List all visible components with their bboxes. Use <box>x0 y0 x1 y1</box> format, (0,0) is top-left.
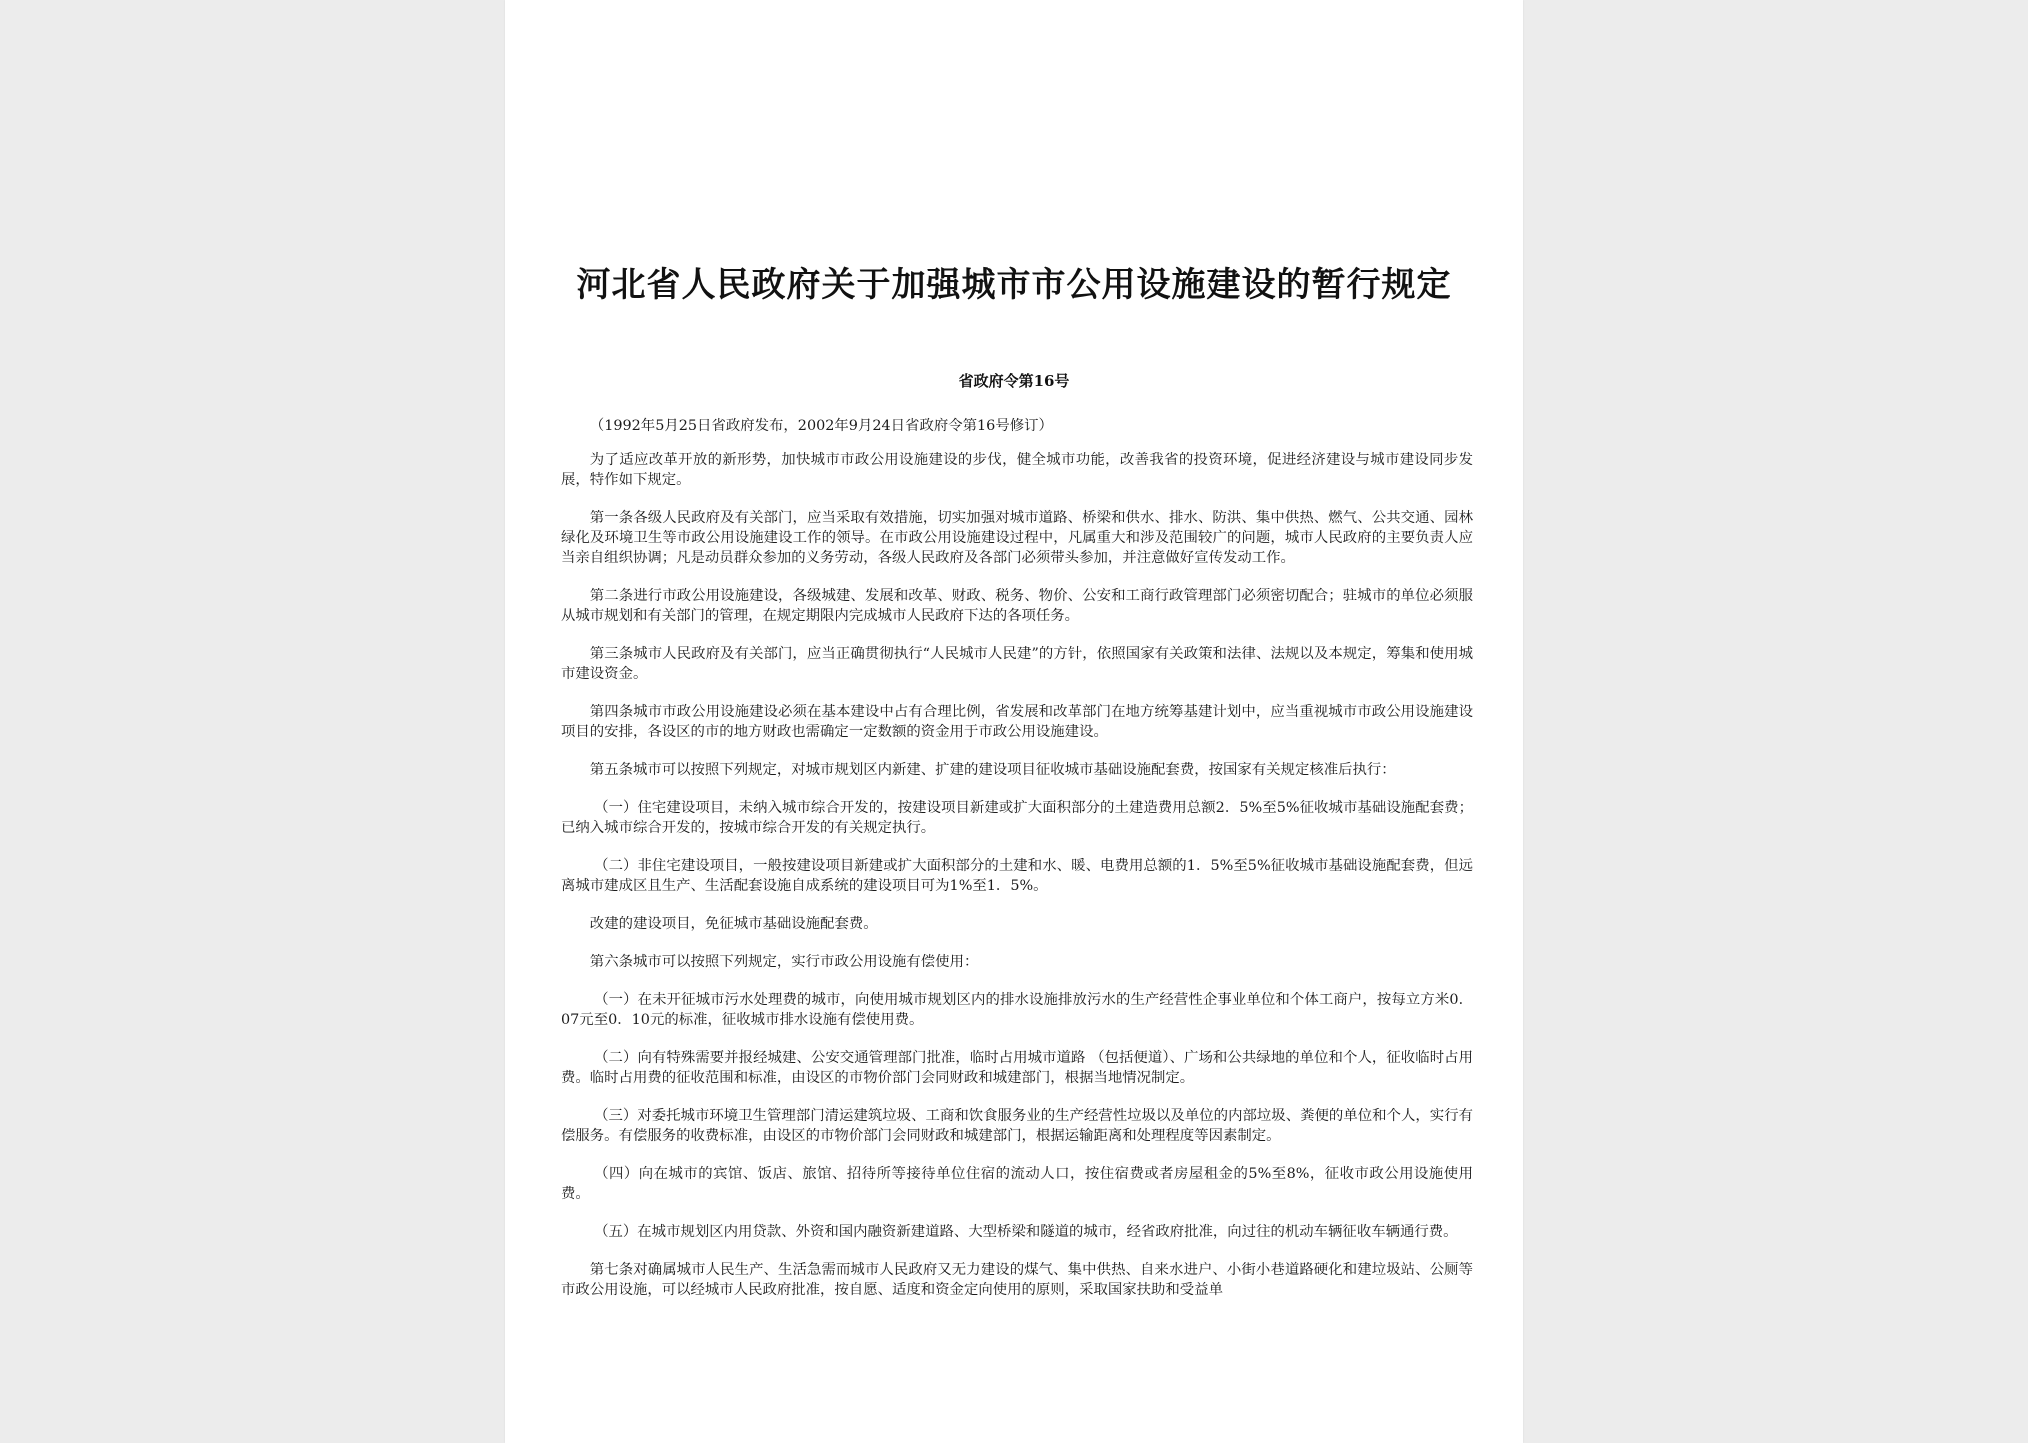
article-6-item-2: （二）向有特殊需要并报经城建、公安交通管理部门批准，临时占用城市道路 （包括便道）、广场和公共绿地的单位和个人，征收临时占用费。临时占用费的征收范围和标准，由设区的市物价部门会同财政和城建部门，根据当地情况制定。 <box>561 1050 1473 1086</box>
article-6-item-3: （三）对委托城市环境卫生管理部门清运建筑垃圾、工商和饮食服务业的生产经营性垃圾以及单位的内部垃圾、粪便的单位和个人，实行有偿服务。有偿服务的收费标准，由设区的市物价部门会同财政和城建部门，根据运输距离和处理程度等因素制定。 <box>561 1108 1473 1144</box>
article-6-item-1: （一）在未开征城市污水处理费的城市，向使用城市规划区内的排水设施排放污水的生产经营性企事业单位和个体工商户，按每立方米0．07元至0．10元的标准，征收城市排水设施有偿使用费。 <box>561 992 1473 1028</box>
article-4: 第四条城市市政公用设施建设必须在基本建设中占有合理比例，省发展和改革部门在地方统筹基建计划中，应当重视城市市政公用设施建设项目的安排，各设区的市的地方财政也需确定一定数额的资金用于市政公用设施建设。 <box>561 704 1473 740</box>
revision-note: （1992年5月25日省政府发布，2002年9月24日省政府令第16号修订） <box>589 418 1053 434</box>
article-6-item-5: （五）在城市规划区内用贷款、外资和国内融资新建道路、大型桥梁和隧道的城市，经省政府批准，向过往的机动车辆征收车辆通行费。 <box>594 1224 1458 1240</box>
preamble-paragraph: 为了适应改革开放的新形势，加快城市市政公用设施建设的步伐，健全城市功能，改善我省的投资环境，促进经济建设与城市建设同步发展，特作如下规定。 <box>561 452 1473 488</box>
document-title: 河北省人民政府关于加强城市市公用设施建设的暂行规定 <box>576 265 1452 305</box>
article-7: 第七条对确属城市人民生产、生活急需而城市人民政府又无力建设的煤气、集中供热、自来水进户、小街小巷道路硬化和建垃圾站、公厕等市政公用设施，可以经城市人民政府批准，按自愿、适度和资金定向使用的原则，采取国家扶助和受益单 <box>561 1262 1473 1298</box>
article-6-item-4: （四）向在城市的宾馆、饭店、旅馆、招待所等接待单位住宿的流动人口，按住宿费或者房屋租金的5%至8%，征收市政公用设施使用费。 <box>561 1166 1473 1202</box>
article-5: 第五条城市可以按照下列规定，对城市规划区内新建、扩建的建设项目征收城市基础设施配套费，按国家有关规定核准后执行： <box>589 762 1396 778</box>
article-5-note: 改建的建设项目，免征城市基础设施配套费。 <box>589 916 878 932</box>
article-6: 第六条城市可以按照下列规定，实行市政公用设施有偿使用： <box>589 954 979 970</box>
decree-number: 省政府令第16号 <box>958 372 1070 390</box>
article-5-item-2: （二）非住宅建设项目，一般按建设项目新建或扩大面积部分的土建和水、暖、电费用总额的1．5%至5%征收城市基础设施配套费，但远离城市建成区且生产、生活配套设施自成系统的建设项目可为1%至1．5%。 <box>561 858 1473 894</box>
article-3: 第三条城市人民政府及有关部门，应当正确贯彻执行“人民城市人民建”的方针，依照国家有关政策和法律、法规以及本规定，筹集和使用城市建设资金。 <box>561 646 1473 682</box>
article-2: 第二条进行市政公用设施建设，各级城建、发展和改革、财政、税务、物价、公安和工商行政管理部门必须密切配合；驻城市的单位必须服从城市规划和有关部门的管理，在规定期限内完成城市人民政府下达的各项任务。 <box>561 588 1473 624</box>
article-5-item-1: （一）住宅建设项目，未纳入城市综合开发的，按建设项目新建或扩大面积部分的土建造费用总额2．5%至5%征收城市基础设施配套费；已纳入城市综合开发的，按城市综合开发的有关规定执行。 <box>561 800 1473 836</box>
article-1: 第一条各级人民政府及有关部门，应当采取有效措施，切实加强对城市道路、桥梁和供水、排水、防洪、集中供热、燃气、公共交通、园林绿化及环境卫生等市政公用设施建设工作的领导。在市政公用设施建设过程中，凡属重大和涉及范围较广的问题，城市人民政府的主要负责人应当亲自组织协调；凡是动员群众参加的义务劳动，各级人民政府及各部门必须带头参加，并注意做好宣传发动工作。 <box>561 510 1473 566</box>
document-page <box>505 0 1523 1443</box>
document-body <box>561 416 1473 1318</box>
